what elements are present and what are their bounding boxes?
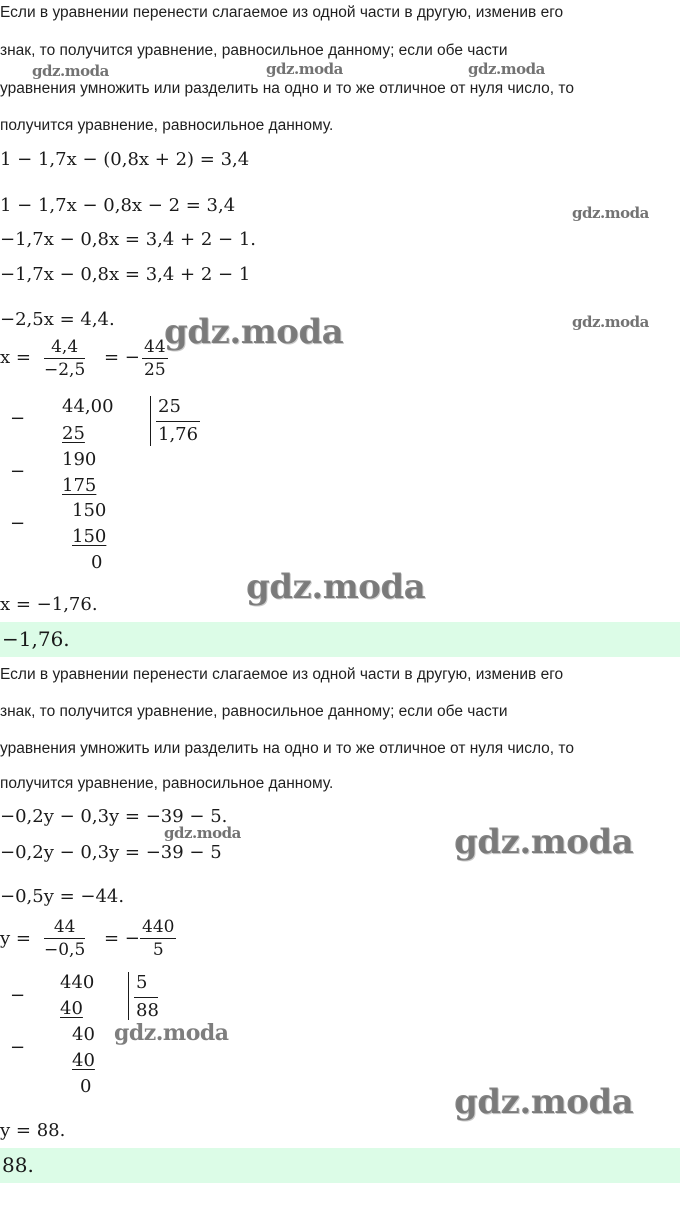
division1-row-1: 25 <box>62 423 85 444</box>
watermark-2: gdz.moda <box>266 60 343 78</box>
solution1-answer: −1,76. <box>2 627 70 651</box>
division1-minus-1: − <box>10 408 26 429</box>
solution2-fraction-lhs: y = <box>0 928 31 949</box>
rule-text-2-line-3: уравнения умножить или разделить на одно и то же отличное от нуля число, то <box>0 740 574 757</box>
rule-text-line-2: знак, то получится уравнение, равносильное данному; если обе части <box>0 42 508 59</box>
solution2-fraction-1 <box>44 916 85 961</box>
division1-divisor: 25 <box>158 396 181 417</box>
rule-text-line-1: Если в уравнении перенести слагаемое из одной части в другую, изменив его <box>0 4 564 21</box>
division2-quotient: 88 <box>136 1000 159 1021</box>
division1-row-2: 190 <box>62 449 97 470</box>
division1-row-6: 0 <box>91 552 103 573</box>
solution2-answer: 88. <box>2 1153 34 1177</box>
solution2-fraction-2 <box>140 916 176 961</box>
solution1-step-2: 1 − 1,7x − 0,8x − 2 = 3,4 <box>0 195 236 216</box>
solution1-fraction-1-denominator: −2,5 <box>44 360 86 380</box>
watermark-6: gdz.moda <box>164 312 344 352</box>
division2-horizontal-bar <box>134 997 158 998</box>
solution2-step-3: −0,5y = −44. <box>0 886 125 907</box>
division1-row-4: 150 <box>72 500 107 521</box>
division2-row-2: 40 <box>72 1024 95 1045</box>
division1-minus-2: − <box>10 461 26 482</box>
division2-row-4: 0 <box>80 1076 92 1097</box>
watermark-1: gdz.moda <box>32 62 109 80</box>
rule-text-line-3: уравнения умножить или разделить на одно и то же отличное от нуля число, то <box>0 80 574 97</box>
division2-vertical-bar <box>128 972 129 1020</box>
solution1-fraction-1-numerator: 4,4 <box>44 336 85 359</box>
watermark-4: gdz.moda <box>572 204 649 222</box>
solution1-answer-box <box>0 622 680 657</box>
watermark-3: gdz.moda <box>468 60 545 78</box>
solution2-step-2: −0,2y − 0,3y = −39 − 5 <box>0 842 222 863</box>
watermark-8: gdz.moda <box>164 824 241 842</box>
division2-row-1: 40 <box>60 998 83 1019</box>
division1-horizontal-bar <box>156 421 200 422</box>
division2-minus-1: − <box>10 985 26 1006</box>
division1-dividend: 44,00 <box>62 396 114 417</box>
solution1-fraction-eq: = − <box>104 347 140 368</box>
solution1-fraction-2-denominator: 25 <box>144 360 166 380</box>
rule-text-2-line-2: знак, то получится уравнение, равносильное данному; если обе части <box>0 703 508 720</box>
solution1-fraction-2-numerator: 44 <box>144 337 166 357</box>
solution2-fraction-2-denominator: 5 <box>152 940 164 960</box>
solution2-fraction-1-denominator: −0,5 <box>44 940 86 960</box>
solution1-step-3: −1,7x − 0,8x = 3,4 + 2 − 1. <box>0 229 256 250</box>
solution1-step-1: 1 − 1,7x − (0,8x + 2) = 3,4 <box>0 149 250 170</box>
division1-vertical-bar <box>150 396 151 446</box>
watermark-9: gdz.moda <box>454 822 634 862</box>
solution2-result: y = 88. <box>0 1120 66 1141</box>
division1-row-5: 150 <box>72 526 107 547</box>
watermark-11: gdz.moda <box>454 1082 634 1122</box>
solution1-step-4: −1,7x − 0,8x = 3,4 + 2 − 1 <box>0 264 251 285</box>
solution2-fraction-eq: = − <box>104 928 140 949</box>
watermark-5: gdz.moda <box>572 313 649 331</box>
rule-text-2-line-1: Если в уравнении перенести слагаемое из одной части в другую, изменив его <box>0 666 564 683</box>
division1-minus-3: − <box>10 513 26 534</box>
division2-dividend: 440 <box>60 972 95 993</box>
rule-text-line-4: получится уравнение, равносильное данному. <box>0 117 334 134</box>
solution1-step-5: −2,5x = 4,4. <box>0 309 115 330</box>
watermark-10: gdz.moda <box>114 1020 229 1046</box>
division2-minus-2: − <box>10 1037 26 1058</box>
solution2-fraction-1-numerator: 44 <box>44 916 85 939</box>
solution1-result: x = −1,76. <box>0 594 98 615</box>
division1-row-3: 175 <box>62 475 97 496</box>
solution2-answer-box <box>0 1148 680 1183</box>
solution2-step-1: −0,2y − 0,3y = −39 − 5. <box>0 806 228 827</box>
rule-text-2-line-4: получится уравнение, равносильное данному. <box>0 775 334 792</box>
solution2-fraction-2-numerator: 440 <box>142 917 175 937</box>
watermark-7: gdz.moda <box>246 567 426 607</box>
solution1-fraction-1 <box>44 336 85 381</box>
division2-row-3: 40 <box>72 1050 95 1071</box>
solution1-fraction-lhs: x = <box>0 347 31 368</box>
division1-quotient: 1,76 <box>158 424 199 445</box>
division2-divisor: 5 <box>136 972 148 993</box>
